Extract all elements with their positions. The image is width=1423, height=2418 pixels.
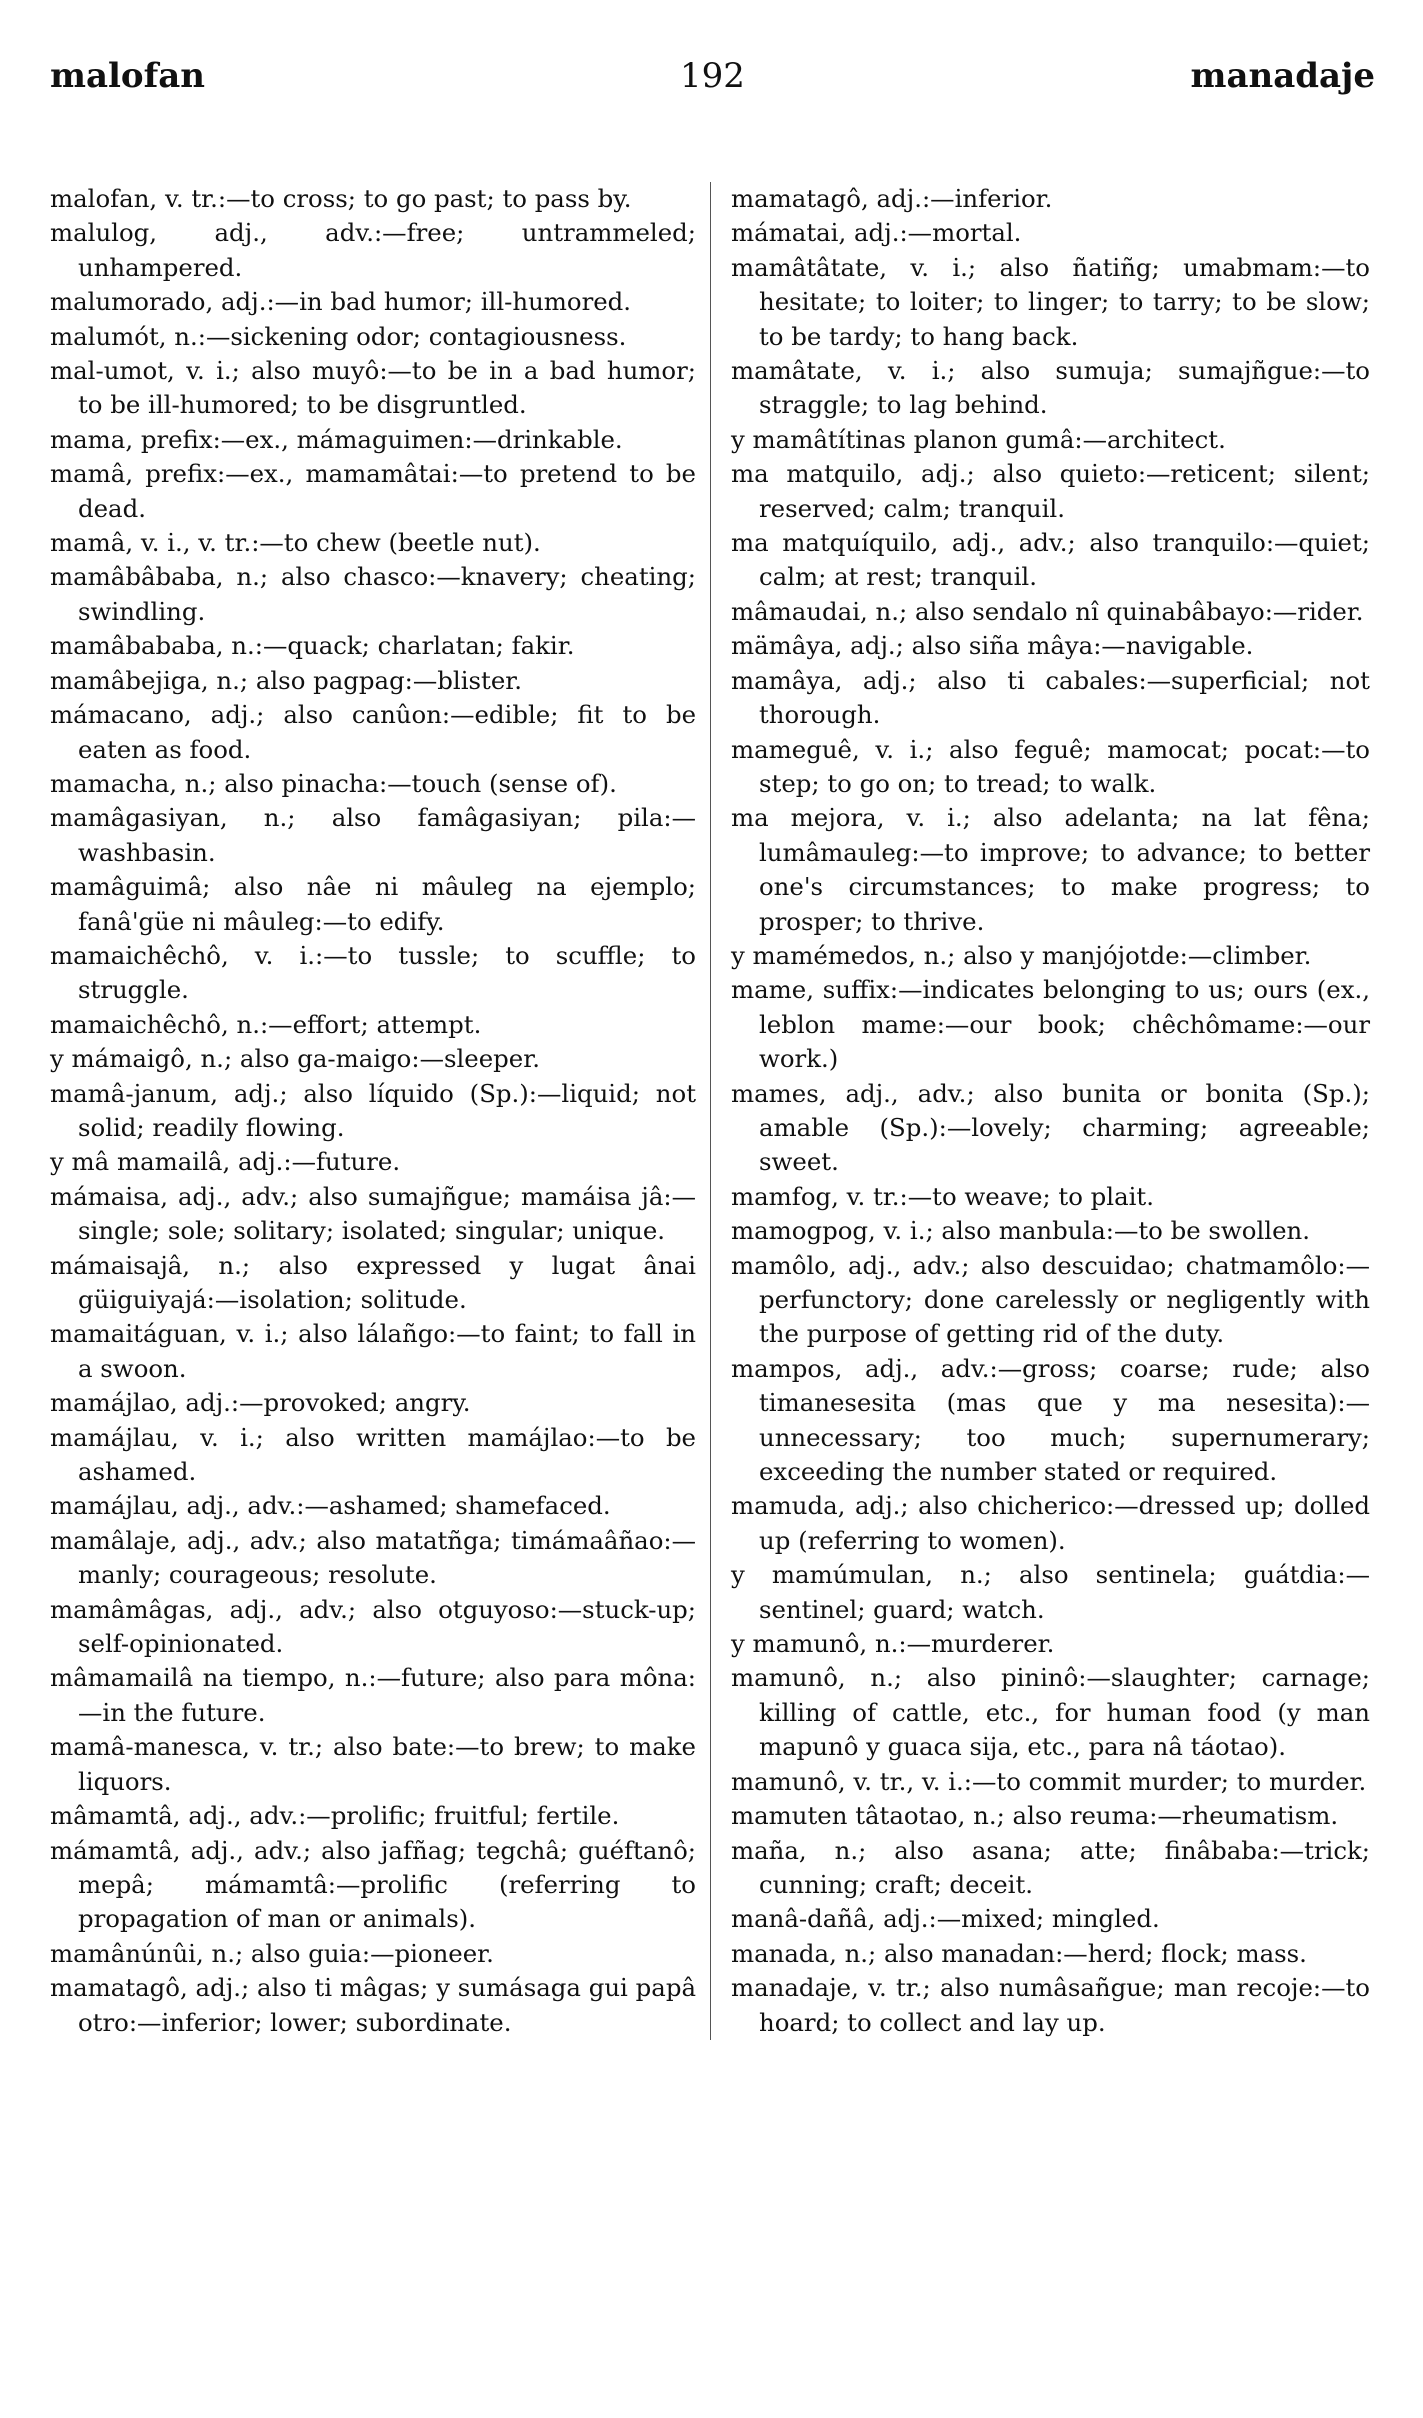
- dictionary-entry: mâmamtâ, adj., adv.:—prolific; fruitful; fertile.: [50, 1801, 620, 1831]
- dictionary-entry: mamaichêchô, n.:—effort; attempt.: [50, 1009, 482, 1039]
- dictionary-entry: y mamâtítinas planon gumâ:—architect.: [731, 424, 1226, 454]
- dictionary-entry: malumorado, adj.:—in bad humor; ill-humored.: [50, 287, 632, 317]
- left-column: [50, 182, 710, 2040]
- dictionary-entry: ma matquilo, adj.; also quieto:—reticent; silent; reserved; calm; tranquil.: [731, 459, 1370, 523]
- dictionary-entry: ma matquíquilo, adj., adv.; also tranquilo:—quiet; calm; at rest; tranquil.: [731, 528, 1370, 592]
- dictionary-entry: mamuten tâtaotao, n.; also reuma:—rheumatism.: [731, 1801, 1339, 1831]
- entry-columns: [50, 182, 1375, 2040]
- dictionary-entry: mamogpog, v. i.; also manbula:—to be swollen.: [731, 1216, 1310, 1246]
- dictionary-entry: mame, suffix:—indicates belonging to us; ours (ex., leblon mame:—our book; chêchômame:—our work.): [731, 975, 1370, 1074]
- dictionary-entry: mamâya, adj.; also ti cabales:—superficial; not thorough.: [731, 665, 1370, 730]
- dictionary-entry: mameguê, v. i.; also feguê; mamocat; pocat:—to step; to go on; to tread; to walk.: [731, 734, 1370, 798]
- dictionary-entry: mamájlau, v. i.; also written mamájlao:—to be ashamed.: [50, 1422, 696, 1487]
- dictionary-entry: mal-umot, v. i.; also muyô:—to be in a bad humor; to be ill-humored; to be disgruntled.: [50, 356, 696, 420]
- dictionary-entry: mamâguimâ; also nâe ni mâuleg na ejemplo; fanâ'güe ni mâuleg:—to edify.: [50, 872, 696, 936]
- dictionary-entry: y mámaigô, n.; also ga-maigo:—sleeper.: [50, 1044, 540, 1074]
- dictionary-entry: mämâya, adj.; also siña mâya:—navigable.: [731, 631, 1254, 661]
- dictionary-entry: mamânúnûi, n.; also guia:—pioneer.: [50, 1938, 494, 1968]
- dictionary-entry: mamâtâtate, v. i.; also ñatiñg; umabmam:—to hesitate; to loiter; to linger; to tarry; to be slow; to be tardy; to hang back.: [731, 252, 1370, 351]
- dictionary-entry: mamaitáguan, v. i.; also lálañgo:—to faint; to fall in a swoon.: [50, 1319, 696, 1383]
- dictionary-entry: mamunô, v. tr., v. i.:—to commit murder; to murder.: [731, 1766, 1367, 1796]
- dictionary-entry: mámatai, adj.:—mortal.: [731, 218, 1022, 248]
- dictionary-entry: mâmaudai, n.; also sendalo nî quinabâbayo:—rider.: [731, 596, 1364, 626]
- dictionary-entry: mamâlaje, adj., adv.; also matatñga; timámaâñao:—manly; courageous; resolute.: [50, 1525, 696, 1590]
- dictionary-entry: y mamémedos, n.; also y manjójotde:—climber.: [731, 940, 1312, 970]
- dictionary-entry: malofan, v. tr.:—to cross; to go past; to pass by.: [50, 184, 632, 213]
- right-column: [710, 182, 1370, 2040]
- dictionary-entry: mamâtate, v. i.; also sumuja; sumajñgue:—to straggle; to lag behind.: [731, 356, 1370, 420]
- page-number: 192: [680, 56, 745, 96]
- dictionary-entry: mamacha, n.; also pinacha:—touch (sense of).: [50, 768, 617, 798]
- dictionary-entry: mamájlao, adj.:—provoked; angry.: [50, 1388, 471, 1418]
- dictionary-entry: malulog, adj., adv.:—free; untrammeled; unhampered.: [50, 218, 696, 282]
- dictionary-entry: mamôlo, adj., adv.; also descuidao; chatmamôlo:—perfunctory; done carelessly or negligently with the purpose of getting rid of the duty.: [731, 1250, 1370, 1349]
- dictionary-entry: mamâ-manesca, v. tr.; also bate:—to brew; to make liquors.: [50, 1732, 696, 1796]
- dictionary-entry: mamâgasiyan, n.; also famâgasiyan; pila:—washbasin.: [50, 803, 696, 867]
- dictionary-entry: mames, adj., adv.; also bunita or bonita (Sp.); amable (Sp.):—lovely; charming; agreeable; sweet.: [731, 1078, 1370, 1177]
- dictionary-entry: malumót, n.:—sickening odor; contagiousness.: [50, 321, 627, 351]
- dictionary-entry: ma mejora, v. i.; also adelanta; na lat fêna; lumâmauleg:—to improve; to advance; to better one's circumstances; to make progress; to prosper; to thrive.: [731, 803, 1370, 936]
- dictionary-entry: mámamtâ, adj., adv.; also jafñag; tegchâ; guéftanô; mepâ; mámamtâ:—prolific (referring to propagation of man or animals).: [50, 1835, 696, 1934]
- dictionary-entry: mamunô, n.; also pininô:—slaughter; carnage; killing of cattle, etc., for human food (y man mapunô y guaca sija, etc., para nâ táotao).: [731, 1663, 1370, 1762]
- dictionary-entry: mamájlau, adj., adv.:—ashamed; shamefaced.: [50, 1491, 611, 1521]
- header-last-word: manadaje: [1190, 56, 1375, 96]
- dictionary-entry: mampos, adj., adv.:—gross; coarse; rude; also timanesesita (mas que y ma nesesita):—unnecessary; too much; supernumerary; exceeding the number stated or required.: [731, 1353, 1370, 1487]
- dictionary-entry: mamâbababa, n.:—quack; charlatan; fakir.: [50, 631, 575, 661]
- dictionary-entry: mamâ-janum, adj.; also líquido (Sp.):—liquid; not solid; readily flowing.: [50, 1078, 696, 1142]
- dictionary-entry: mamâbâbaba, n.; also chasco:—knavery; cheating; swindling.: [50, 562, 696, 626]
- dictionary-entry: mâmamailâ na tiempo, n.:—future; also para mônа:—in the future.: [50, 1663, 696, 1727]
- header-first-word: malofan: [50, 56, 205, 96]
- dictionary-entry: mamuda, adj.; also chicherico:—dressed up; dolled up (referring to women).: [731, 1491, 1370, 1555]
- dictionary-entry: y mâ mamailâ, adj.:—future.: [50, 1147, 401, 1177]
- page-header: [50, 48, 1375, 118]
- dictionary-entry: mamâ, prefix:—ex., mamamâtai:—to pretend to be dead.: [50, 459, 696, 523]
- dictionary-entry: mámacano, adj.; also canûon:—edible; fit to be eaten as food.: [50, 700, 696, 764]
- dictionary-entry: manada, n.; also manadan:—herd; flock; mass.: [731, 1938, 1307, 1968]
- dictionary-entry: y mamunô, n.:—murderer.: [731, 1629, 1055, 1659]
- dictionary-entry: mamâbejiga, n.; also pagpag:—blister.: [50, 665, 522, 695]
- dictionary-entry: mama, prefix:—ex., mámaguimen:—drinkable.: [50, 424, 623, 454]
- dictionary-entry: manâ-dañâ, adj.:—mixed; mingled.: [731, 1904, 1160, 1934]
- dictionary-entry: mámaisajâ, n.; also expressed y lugat ânai güiguiyajá:—isolation; solitude.: [50, 1250, 696, 1314]
- dictionary-entry: mamfog, v. tr.:—to weave; to plait.: [731, 1181, 1154, 1211]
- dictionary-entry: manadaje, v. tr.; also numâsañgue; man recoje:—to hoard; to collect and lay up.: [731, 1973, 1370, 2037]
- dictionary-entry: y mamúmulan, n.; also sentinela; guátdia:—sentinel; guard; watch.: [731, 1560, 1370, 1624]
- dictionary-entry: mamâ, v. i., v. tr.:—to chew (beetle nut).: [50, 528, 541, 558]
- dictionary-entry: mamâmâgas, adj., adv.; also otguyoso:—stuck-up; self-opinionated.: [50, 1594, 696, 1659]
- dictionary-entry: mámaisa, adj., adv.; also sumajñgue; mamáisa jâ:—single; sole; solitary; isolated; singular; unique.: [50, 1181, 696, 1246]
- dictionary-entry: mamatagô, adj.; also ti mâgas; y sumásaga gui papâ otro:—inferior; lower; subordinate.: [50, 1973, 696, 2037]
- dictionary-entry: mamaichêchô, v. i.:—to tussle; to scuffle; to struggle.: [50, 940, 696, 1005]
- dictionary-entry: maña, n.; also asana; atte; finâbaba:—trick; cunning; craft; deceit.: [731, 1835, 1370, 1899]
- dictionary-entry: mamatagô, adj.:—inferior.: [731, 184, 1053, 213]
